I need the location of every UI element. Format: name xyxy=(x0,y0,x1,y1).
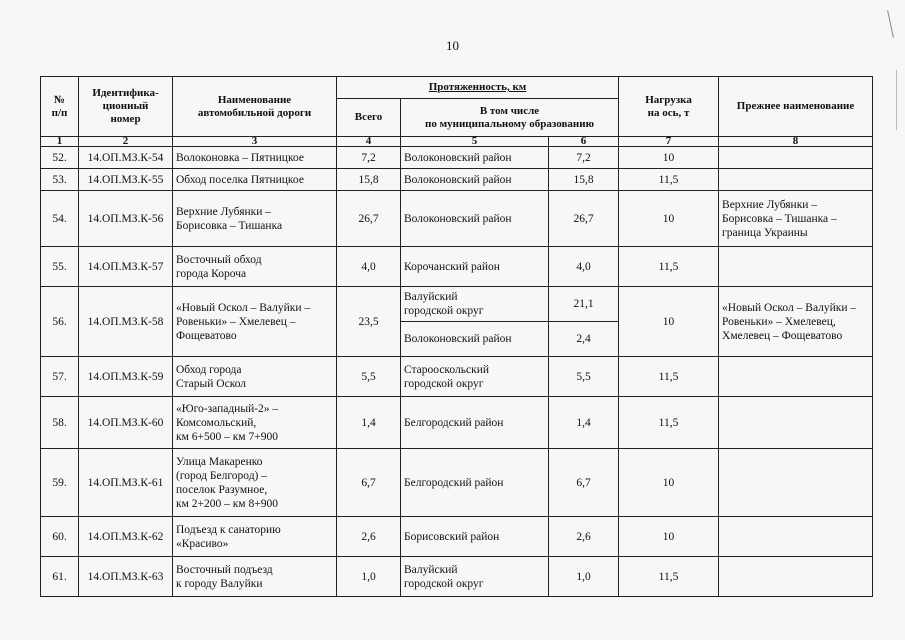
municipality-length: 7,2 xyxy=(549,147,619,169)
length-total: 6,7 xyxy=(337,449,401,517)
municipality: Валуйский городской округ xyxy=(401,287,549,322)
table-row xyxy=(41,191,873,247)
road-name: Восточный обход города Короча xyxy=(173,247,337,287)
row-number: 54. xyxy=(41,191,79,247)
municipality: Волоконовский район xyxy=(401,147,549,169)
road-id: 14.ОП.МЗ.К-58 xyxy=(79,287,173,357)
header-axle-load: Нагрузка на ось, т xyxy=(619,77,719,137)
road-name: Обход города Старый Оскол xyxy=(173,357,337,397)
road-id: 14.ОП.МЗ.К-63 xyxy=(79,557,173,597)
col-index: 1 xyxy=(41,137,79,147)
axle-load: 11,5 xyxy=(619,357,719,397)
road-name: «Юго-западный-2» – Комсомольский, км 6+500 – км 7+900 xyxy=(173,397,337,449)
road-name: Волоконовка – Пятницкое xyxy=(173,147,337,169)
header-road-name: Наименование автомобильной дороги xyxy=(173,77,337,137)
header-num: № п/п xyxy=(41,77,79,137)
previous-name xyxy=(719,247,873,287)
col-index: 8 xyxy=(719,137,873,147)
table-row xyxy=(41,557,873,597)
table-row xyxy=(41,287,873,322)
length-total: 2,6 xyxy=(337,517,401,557)
table-row xyxy=(41,247,873,287)
municipality: Волоконовский район xyxy=(401,322,549,357)
road-id: 14.ОП.МЗ.К-56 xyxy=(79,191,173,247)
table-row xyxy=(41,449,873,517)
header-including: В том числе по муниципальному образованию xyxy=(401,99,619,137)
row-number: 58. xyxy=(41,397,79,449)
previous-name xyxy=(719,169,873,191)
length-total: 23,5 xyxy=(337,287,401,357)
road-id: 14.ОП.МЗ.К-60 xyxy=(79,397,173,449)
row-number: 55. xyxy=(41,247,79,287)
column-index-row xyxy=(41,137,873,147)
length-total: 26,7 xyxy=(337,191,401,247)
previous-name: Верхние Лубянки – Борисовка – Тишанка – граница Украины xyxy=(719,191,873,247)
col-index: 2 xyxy=(79,137,173,147)
previous-name xyxy=(719,557,873,597)
table-row xyxy=(41,169,873,191)
axle-load: 10 xyxy=(619,147,719,169)
scan-edge-line xyxy=(896,70,897,130)
length-total: 4,0 xyxy=(337,247,401,287)
road-id: 14.ОП.МЗ.К-59 xyxy=(79,357,173,397)
header-previous-name: Прежнее наименование xyxy=(719,77,873,137)
axle-load: 10 xyxy=(619,449,719,517)
length-total: 1,0 xyxy=(337,557,401,597)
municipality-length: 1,4 xyxy=(549,397,619,449)
axle-load: 10 xyxy=(619,287,719,357)
table-row xyxy=(41,397,873,449)
col-index: 6 xyxy=(549,137,619,147)
table-row xyxy=(41,517,873,557)
road-name: Подъезд к санаторию «Красиво» xyxy=(173,517,337,557)
road-name: Обход поселка Пятницкое xyxy=(173,169,337,191)
col-index: 4 xyxy=(337,137,401,147)
municipality: Белгородский район xyxy=(401,397,549,449)
row-number: 57. xyxy=(41,357,79,397)
previous-name xyxy=(719,397,873,449)
page-number: 10 xyxy=(446,38,459,53)
road-id: 14.ОП.МЗ.К-54 xyxy=(79,147,173,169)
previous-name xyxy=(719,517,873,557)
municipality-length: 5,5 xyxy=(549,357,619,397)
previous-name xyxy=(719,357,873,397)
previous-name: «Новый Оскол – Валуйки – Ровеньки» – Хмелевец, Хмелевец – Фощеватово xyxy=(719,287,873,357)
scan-edge-mark xyxy=(887,10,894,38)
axle-load: 10 xyxy=(619,191,719,247)
row-number: 53. xyxy=(41,169,79,191)
previous-name xyxy=(719,147,873,169)
municipality-length: 21,1 xyxy=(549,287,619,322)
col-index: 3 xyxy=(173,137,337,147)
municipality: Волоконовский район xyxy=(401,169,549,191)
road-id: 14.ОП.МЗ.К-62 xyxy=(79,517,173,557)
table-row xyxy=(41,147,873,169)
row-number: 56. xyxy=(41,287,79,357)
municipality-length: 2,6 xyxy=(549,517,619,557)
axle-load: 11,5 xyxy=(619,247,719,287)
municipality: Валуйский городской округ xyxy=(401,557,549,597)
table-row xyxy=(41,357,873,397)
roads-table xyxy=(40,76,873,597)
municipality: Борисовский район xyxy=(401,517,549,557)
header-id: Идентифика- ционный номер xyxy=(79,77,173,137)
length-total: 5,5 xyxy=(337,357,401,397)
road-id: 14.ОП.МЗ.К-61 xyxy=(79,449,173,517)
road-id: 14.ОП.МЗ.К-55 xyxy=(79,169,173,191)
municipality-length: 2,4 xyxy=(549,322,619,357)
col-index: 7 xyxy=(619,137,719,147)
road-name: Верхние Лубянки – Борисовка – Тишанка xyxy=(173,191,337,247)
municipality: Старооскольский городской округ xyxy=(401,357,549,397)
header-length-group: Протяженность, км xyxy=(337,77,619,99)
road-name: «Новый Оскол – Валуйки – Ровеньки» – Хмелевец – Фощеватово xyxy=(173,287,337,357)
road-name: Улица Макаренко (город Белгород) – поселок Разумное, км 2+200 – км 8+900 xyxy=(173,449,337,517)
header-total: Всего xyxy=(337,99,401,137)
municipality: Волоконовский район xyxy=(401,191,549,247)
row-number: 60. xyxy=(41,517,79,557)
axle-load: 10 xyxy=(619,517,719,557)
municipality: Белгородский район xyxy=(401,449,549,517)
length-total: 1,4 xyxy=(337,397,401,449)
row-number: 59. xyxy=(41,449,79,517)
municipality: Корочанский район xyxy=(401,247,549,287)
length-total: 15,8 xyxy=(337,169,401,191)
municipality-length: 6,7 xyxy=(549,449,619,517)
axle-load: 11,5 xyxy=(619,397,719,449)
road-id: 14.ОП.МЗ.К-57 xyxy=(79,247,173,287)
axle-load: 11,5 xyxy=(619,169,719,191)
length-total: 7,2 xyxy=(337,147,401,169)
row-number: 52. xyxy=(41,147,79,169)
municipality-length: 26,7 xyxy=(549,191,619,247)
axle-load: 11,5 xyxy=(619,557,719,597)
road-name: Восточный подъезд к городу Валуйки xyxy=(173,557,337,597)
municipality-length: 1,0 xyxy=(549,557,619,597)
previous-name xyxy=(719,449,873,517)
municipality-length: 15,8 xyxy=(549,169,619,191)
col-index: 5 xyxy=(401,137,549,147)
municipality-length: 4,0 xyxy=(549,247,619,287)
row-number: 61. xyxy=(41,557,79,597)
